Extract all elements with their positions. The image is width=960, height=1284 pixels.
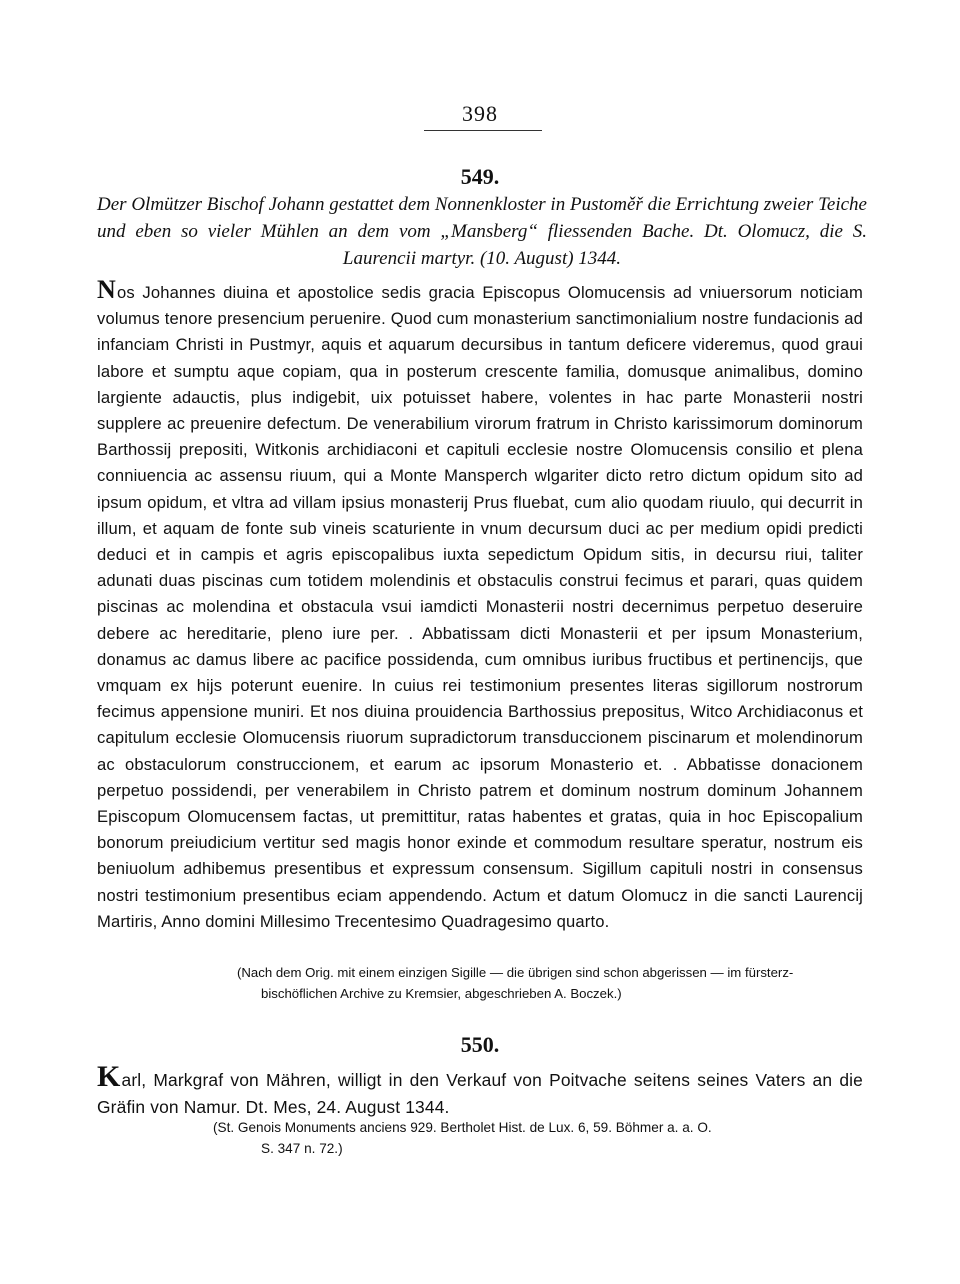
document-body xyxy=(97,1062,863,1121)
document-body-text: os Johannes diuina et apostolice sedis gracia Episcopus Olomucensis ad vniuersorum noticiam volumus tenore presencium peruenire. Quod cum monasterium sanctimonialium nostre fundacionis ad infanciam Christi in Pustmyr, aquis et aquarum decursibus in tantum deficere videremus, quod graui labore et sumptu aque copiam, qua in posterum crescente familia, domusque animalibus, domino largiente adauctis, plus indigebit, uix potuisset habere, volentes in hac parte Monasterii nostri supplere ac preuenire defectum. De venerabilium virorum fratrum in Christo karissimorum dominorum Barthossij prepositi, Witkonis archidiaconi et capituli ecclesie nostre Olomucensis consilio et plena conniuencia ac assensu riuum, qui a Monte Mansperch wlgariter dicto retro dictum opidum sito ad ipsum opidum, et vltra ad villam ipsius monasterij Prus fluebat, cum alio quodam riuulo, qui decurrit in illum, et aquam de fonte sub vineis scaturiente in vnum decursum duci ac per medium opidi predicti deduci et in campis et agris episcopalibus iuxta sepedictum Opidum sitis, in decursu riui, taliter adunati duas piscinas cum totidem molendinis et obstaculis construi fecimus et parari, quas quidem piscinas ac molendina et obstacula vsui iamdicti Monasterii nostri decernimus perpetuo deseruire debere ac hereditarie, pleno iure per. . Abbatissam dicti Monasterii et per ipsum Monasterium, donamus ac damus libere ac pacifice possidenda, cum omnibus iuribus fructibus et pertinencijs, que vmquam ex hijs poterunt euenire. In cuius rei testimonium presentes literas sigillorum nostrorum fecimus appensione muniri. Et nos diuina prouidencia Barthossius prepositus, Witco Archidiaconus et capitulum ecclesie Olomucensis riuorum supradictorum transduccionem piscinarum et molendinorum ac obstaculorum construccionem, et earum ac ipsorum Monasterio et. . Abbatisse donacionem perpetuo possidendi, per venerabilem in Christo patrem et dominum nostrum dominum Johannem Episcopum Olomucensem factas, ut premittitur, ratas habentes et gratas, quia in hoc Episcopalium bonorum preiudicium vertitur sed magis honor exinde et commodum resultare speratur, nostrum eis beniuolum adhibemus presentibus et expressum consensum. Sigillum capituli nostri in consensus nostri testimonium presentibus eciam appendendo. Actum et datum Olomucz in die sancti Laurencij Martiris, Anno domini Millesimo Trecentesimo Quadragesimo quarto. xyxy=(97,283,863,931)
source-note-line: (Nach dem Orig. mit einem einzigen Sigille — die übrigen sind schon abgerissen — im fürsterz- xyxy=(237,965,794,980)
document-body-text: arl, Markgraf von Mähren, willigt in den Verkauf von Poitvache seitens seines Vaters an die Gräfin von Namur. Dt. Mes, 24. August 1344. xyxy=(97,1070,863,1117)
document-number: 549. xyxy=(460,164,500,189)
page-number: 398 xyxy=(462,101,498,126)
header-rule xyxy=(424,130,542,131)
source-note-line: S. 347 n. 72.) xyxy=(261,1141,343,1156)
source-note-line: (St. Genois Monuments anciens 929. Bertholet Hist. de Lux. 6, 59. Böhmer a. a. O. xyxy=(213,1120,712,1135)
source-note xyxy=(213,1117,865,1159)
source-note xyxy=(237,962,865,1004)
document-regest: Der Olmützer Bischof Johann gestattet dem Nonnenkloster in Pustoměř die Errichtung zweier Teiche und eben so vieler Mühlen an dem vom „Mansberg“ fliessenden Bache. Dt. Olomucz, die S. Laurencii martyr. (10. August) 1344. xyxy=(97,194,867,269)
drop-initial: K xyxy=(97,1060,121,1093)
source-note-line: bischöflichen Archive zu Kremsier, abgeschrieben A. Boczek.) xyxy=(261,986,622,1001)
drop-initial: N xyxy=(97,275,116,304)
document-body xyxy=(97,277,863,935)
document-number: 550. xyxy=(460,1032,500,1057)
